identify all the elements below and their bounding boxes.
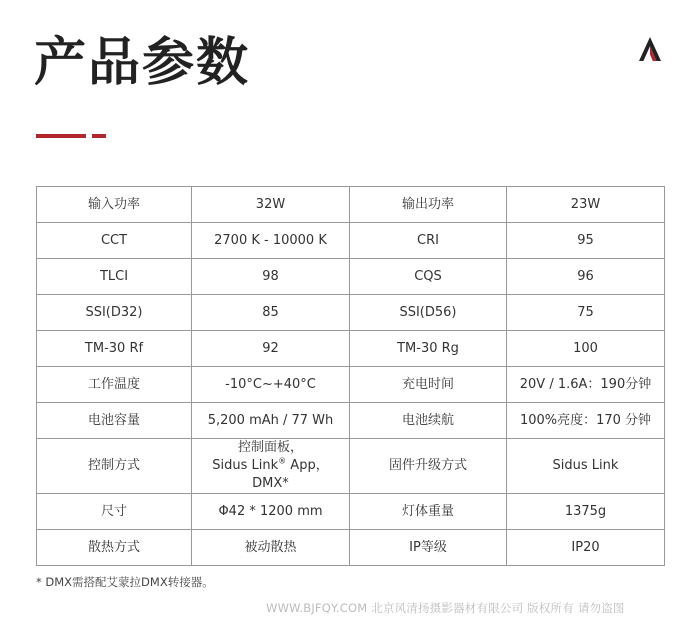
spec-value-line: 控制面板， bbox=[237, 440, 303, 455]
registered-mark: ® bbox=[278, 456, 287, 466]
spec-label: CRI bbox=[350, 223, 507, 259]
spec-value: 2700 K - 10000 K bbox=[192, 223, 350, 259]
spec-label: TLCI bbox=[37, 259, 192, 295]
spec-value: IP20 bbox=[507, 530, 665, 566]
spec-label: 控制方式 bbox=[37, 439, 192, 494]
spec-value: 98 bbox=[192, 259, 350, 295]
spec-label: 尺寸 bbox=[37, 494, 192, 530]
underline-segment-short bbox=[92, 134, 106, 138]
spec-value-line: App，DMX* bbox=[252, 458, 329, 491]
page-title: 产品参数 bbox=[34, 33, 251, 93]
table-row bbox=[37, 259, 665, 295]
spec-value: 95 bbox=[507, 223, 665, 259]
table-row bbox=[37, 403, 665, 439]
spec-value: 100%亮度：170 分钟 bbox=[507, 403, 665, 439]
footnote: * DMX需搭配艾蒙拉DMX转接器。 bbox=[36, 575, 214, 589]
table-row bbox=[37, 439, 665, 494]
spec-value: 85 bbox=[192, 295, 350, 331]
spec-label: 输入功率 bbox=[37, 187, 192, 223]
spec-value: 92 bbox=[192, 331, 350, 367]
spec-label: 灯体重量 bbox=[350, 494, 507, 530]
spec-value bbox=[192, 439, 350, 494]
spec-label: 充电时间 bbox=[350, 367, 507, 403]
spec-label: TM-30 Rf bbox=[37, 331, 192, 367]
spec-value: 96 bbox=[507, 259, 665, 295]
spec-value: Φ42 * 1200 mm bbox=[192, 494, 350, 530]
table-row bbox=[37, 295, 665, 331]
spec-label: 电池续航 bbox=[350, 403, 507, 439]
spec-value: Sidus Link bbox=[507, 439, 665, 494]
spec-label: 散热方式 bbox=[37, 530, 192, 566]
spec-label: 固件升级方式 bbox=[350, 439, 507, 494]
spec-value: 1375g bbox=[507, 494, 665, 530]
table-row bbox=[37, 331, 665, 367]
spec-label: TM-30 Rg bbox=[350, 331, 507, 367]
spec-label: 电池容量 bbox=[37, 403, 192, 439]
spec-value: 23W bbox=[507, 187, 665, 223]
spec-value: 被动散热 bbox=[192, 530, 350, 566]
spec-value: 75 bbox=[507, 295, 665, 331]
spec-label: 工作温度 bbox=[37, 367, 192, 403]
watermark: WWW.BJFQY.COM 北京风清扬摄影器材有限公司 版权所有 请勿盗图 bbox=[266, 601, 625, 615]
spec-value: -10°C~+40°C bbox=[192, 367, 350, 403]
spec-value: 100 bbox=[507, 331, 665, 367]
table-row bbox=[37, 367, 665, 403]
table-row bbox=[37, 494, 665, 530]
spec-value: 5,200 mAh / 77 Wh bbox=[192, 403, 350, 439]
table-row bbox=[37, 223, 665, 259]
spec-label: 输出功率 bbox=[350, 187, 507, 223]
table-row bbox=[37, 530, 665, 566]
spec-value-line: Sidus Link bbox=[212, 458, 279, 473]
spec-label: SSI(D32) bbox=[37, 295, 192, 331]
spec-value: 32W bbox=[192, 187, 350, 223]
spec-table bbox=[36, 186, 665, 566]
spec-label: CQS bbox=[350, 259, 507, 295]
spec-label: IP等级 bbox=[350, 530, 507, 566]
spec-value: 20V / 1.6A：190分钟 bbox=[507, 367, 665, 403]
spec-label: CCT bbox=[37, 223, 192, 259]
underline-segment-long bbox=[36, 134, 86, 138]
aputure-a-logo-icon bbox=[638, 36, 662, 62]
spec-label: SSI(D56) bbox=[350, 295, 507, 331]
table-row bbox=[37, 187, 665, 223]
